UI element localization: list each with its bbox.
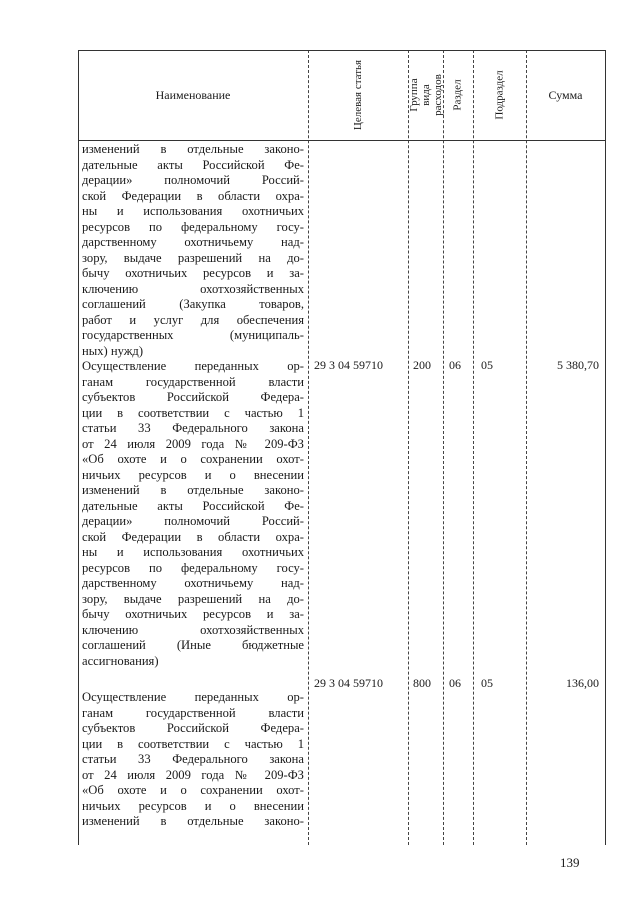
name-line: от 24 июля 2009 года № 209-ФЗ	[82, 436, 304, 451]
page-number: 139	[560, 855, 580, 870]
name-line: государственных (муниципаль-	[82, 328, 304, 342]
header-name	[78, 50, 308, 140]
name-line: ресурсов по федеральному госу-	[82, 219, 304, 234]
name-line: ны и использования охотничьих	[82, 204, 304, 218]
header-expense-group-text: Группа вида расходов	[407, 74, 444, 116]
row-1-section: 06	[449, 676, 461, 690]
header-target-article-text: Целевая статья	[352, 59, 364, 131]
name-line: ганам государственной власти	[82, 374, 304, 389]
name-line: ции в соответствии с частью 1	[82, 736, 304, 751]
name-line: ганам государственной власти	[82, 705, 304, 720]
name-line: ничьих ресурсов и о внесении	[82, 798, 304, 813]
header-subsection	[473, 50, 526, 140]
name-line: изменений в отдельные законо-	[82, 483, 304, 497]
name-line: зору, выдаче разрешений на до-	[82, 591, 304, 606]
header-sum-text: Сумма	[548, 87, 583, 102]
column-divider	[473, 50, 474, 845]
name-line: ны и использования охотничьих	[82, 545, 304, 559]
table-border-left	[78, 50, 79, 845]
header-subsection-text: Подраздел	[493, 70, 506, 120]
row-0-target-article: 29 3 04 59710	[314, 358, 383, 372]
name-line: зору, выдаче разрешений на до-	[82, 250, 304, 265]
table-border-right	[605, 50, 606, 845]
row-0-expense-group: 200	[413, 358, 431, 372]
name-line: субъектов Российской Федера-	[82, 721, 304, 735]
name-line: ской Федерации в области охра-	[82, 188, 304, 203]
name-line: ных) нужд)	[82, 343, 144, 358]
name-line: дерации» полномочий Россий-	[82, 173, 304, 187]
header-name-text: Наименование	[155, 87, 231, 102]
name-line: ключению охотхозяйственных	[82, 622, 304, 637]
header-target-article	[308, 50, 408, 140]
name-line: «Об охоте и о сохранении охот-	[82, 452, 304, 466]
name-line: изменений в отдельные законо-	[82, 814, 304, 828]
name-line: статьи 33 Федерального закона	[82, 421, 304, 435]
name-line: соглашений (Закупка товаров,	[82, 297, 304, 311]
name-line: бычу охотничьих ресурсов и за-	[82, 266, 304, 280]
name-line: соглашений (Иные бюджетные	[82, 638, 304, 652]
name-line: дерации» полномочий Россий-	[82, 514, 304, 528]
name-line: ассигнования)	[82, 653, 159, 668]
budget-table	[78, 50, 605, 845]
name-line: Осуществление переданных ор-	[82, 359, 304, 373]
column-divider	[408, 50, 409, 845]
row-1-subsection: 05	[481, 676, 493, 690]
row-1-name	[82, 359, 304, 669]
column-divider	[443, 50, 444, 845]
row-1-sum: 136,00	[566, 676, 599, 690]
row-1-target-article: 29 3 04 59710	[314, 676, 383, 690]
header-section-text: Раздел	[452, 79, 464, 111]
header-sum	[526, 50, 605, 140]
row-0-section: 06	[449, 358, 461, 372]
name-line: дарственному охотничьему над-	[82, 576, 304, 590]
row-0-sum: 5 380,70	[557, 358, 599, 372]
header-expense-group	[408, 50, 443, 140]
row-0-subsection: 05	[481, 358, 493, 372]
header-section	[443, 50, 473, 140]
name-line: дательные акты Российской Фе-	[82, 157, 304, 172]
row-2-name	[82, 690, 304, 830]
name-line: дательные акты Российской Фе-	[82, 498, 304, 513]
row-1-expense-group: 800	[413, 676, 431, 690]
row-0-name	[82, 142, 304, 359]
name-line: бычу охотничьих ресурсов и за-	[82, 607, 304, 621]
name-line: ничьих ресурсов и о внесении	[82, 467, 304, 482]
name-line: ключению охотхозяйственных	[82, 281, 304, 296]
column-divider	[308, 50, 309, 845]
name-line: дарственному охотничьему над-	[82, 235, 304, 249]
name-line: ской Федерации в области охра-	[82, 529, 304, 544]
name-line: работ и услуг для обеспечения	[82, 312, 304, 327]
name-line: Осуществление переданных ор-	[82, 690, 304, 704]
name-line: от 24 июля 2009 года № 209-ФЗ	[82, 767, 304, 782]
name-line: «Об охоте и о сохранении охот-	[82, 783, 304, 797]
name-line: субъектов Российской Федера-	[82, 390, 304, 404]
column-divider	[526, 50, 527, 845]
name-line: ресурсов по федеральному госу-	[82, 560, 304, 575]
header-divider	[78, 140, 605, 141]
name-line: статьи 33 Федерального закона	[82, 752, 304, 766]
name-line: ции в соответствии с частью 1	[82, 405, 304, 420]
name-line: изменений в отдельные законо-	[82, 142, 304, 156]
